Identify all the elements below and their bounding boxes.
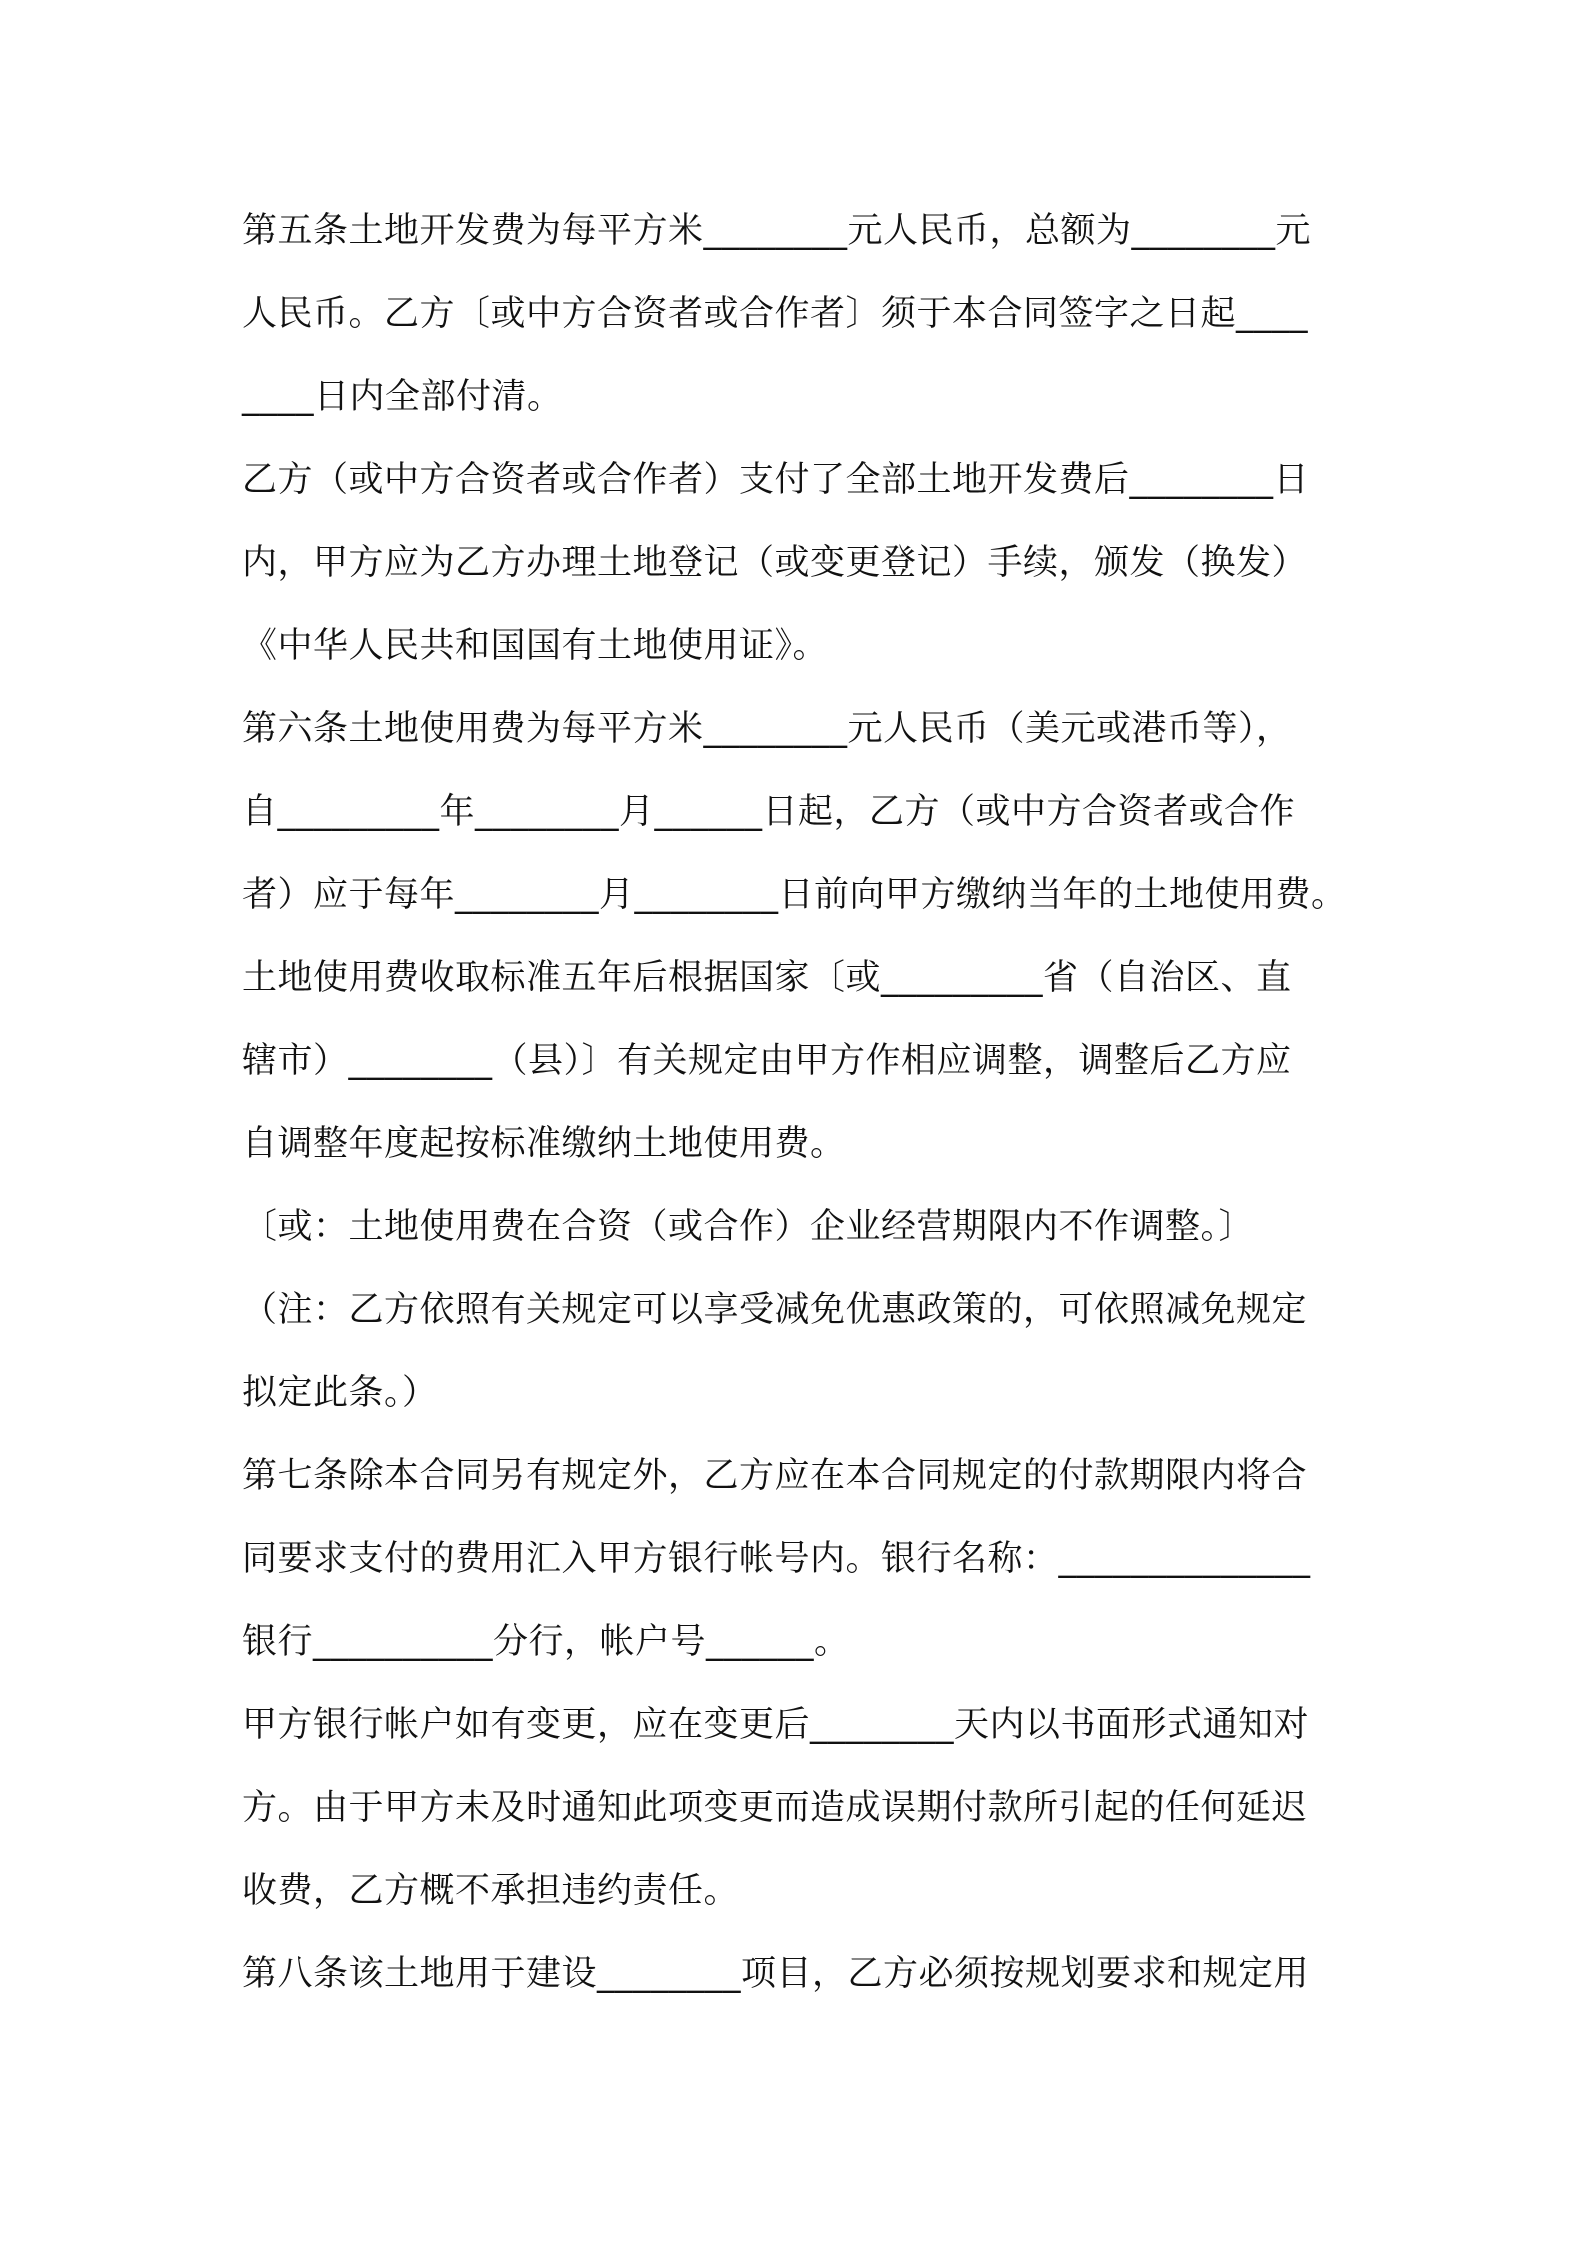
text-line: 银行__________分行，帐户号______。 — [242, 1622, 850, 1662]
document-body — [242, 190, 1352, 2016]
text-line: 〔或：土地使用费在合资（或合作）企业经营期限内不作调整。〕 — [242, 1207, 1255, 1247]
text-line: 《中华人民共和国国有土地使用证》。 — [242, 626, 829, 666]
text-line: 自调整年度起按标准缴纳土地使用费。 — [242, 1124, 846, 1164]
text-line: 甲方银行帐户如有变更，应在变更后________天内以书面形式通知对 — [242, 1705, 1310, 1745]
text-line: 辖市）________（县）〕有关规定由甲方作相应调整，调整后乙方应 — [242, 1041, 1292, 1081]
text-line: ____日内全部付清。 — [242, 377, 563, 417]
text-line: 方。由于甲方未及时通知此项变更而造成误期付款所引起的任何延迟 — [242, 1788, 1308, 1828]
text-line: 人民币。乙方〔或中方合资者或合作者〕须于本合同签字之日起____ — [242, 294, 1309, 334]
text-line: 收费，乙方概不承担违约责任。 — [242, 1871, 740, 1911]
text-line: 同要求支付的费用汇入甲方银行帐号内。银行名称：______________ — [242, 1539, 1311, 1579]
text-line: 者）应于每年________月________日前向甲方缴纳当年的土地使用费。 — [242, 875, 1347, 915]
text-line: （注：乙方依照有关规定可以享受减免优惠政策的，可依照减免规定 — [242, 1290, 1308, 1330]
text-line: 乙方（或中方合资者或合作者）支付了全部土地开发费后________日 — [242, 460, 1310, 500]
text-line: 内，甲方应为乙方办理土地登记（或变更登记）手续，颁发（换发） — [242, 543, 1308, 583]
text-line: 第七条除本合同另有规定外，乙方应在本合同规定的付款期限内将合 — [242, 1456, 1308, 1496]
text-line: 第八条该土地用于建设________项目，乙方必须按规划要求和规定用 — [242, 1954, 1310, 1994]
text-line: 拟定此条。） — [242, 1373, 438, 1413]
text-line: 第五条土地开发费为每平方米________元人民币，总额为________元 — [242, 211, 1312, 251]
text-line: 第六条土地使用费为每平方米________元人民币（美元或港币等）， — [242, 709, 1292, 749]
text-line: 土地使用费收取标准五年后根据国家〔或_________省（自治区、直 — [242, 958, 1292, 998]
text-line: 自_________年________月______日起，乙方（或中方合资者或合作 — [242, 792, 1296, 832]
